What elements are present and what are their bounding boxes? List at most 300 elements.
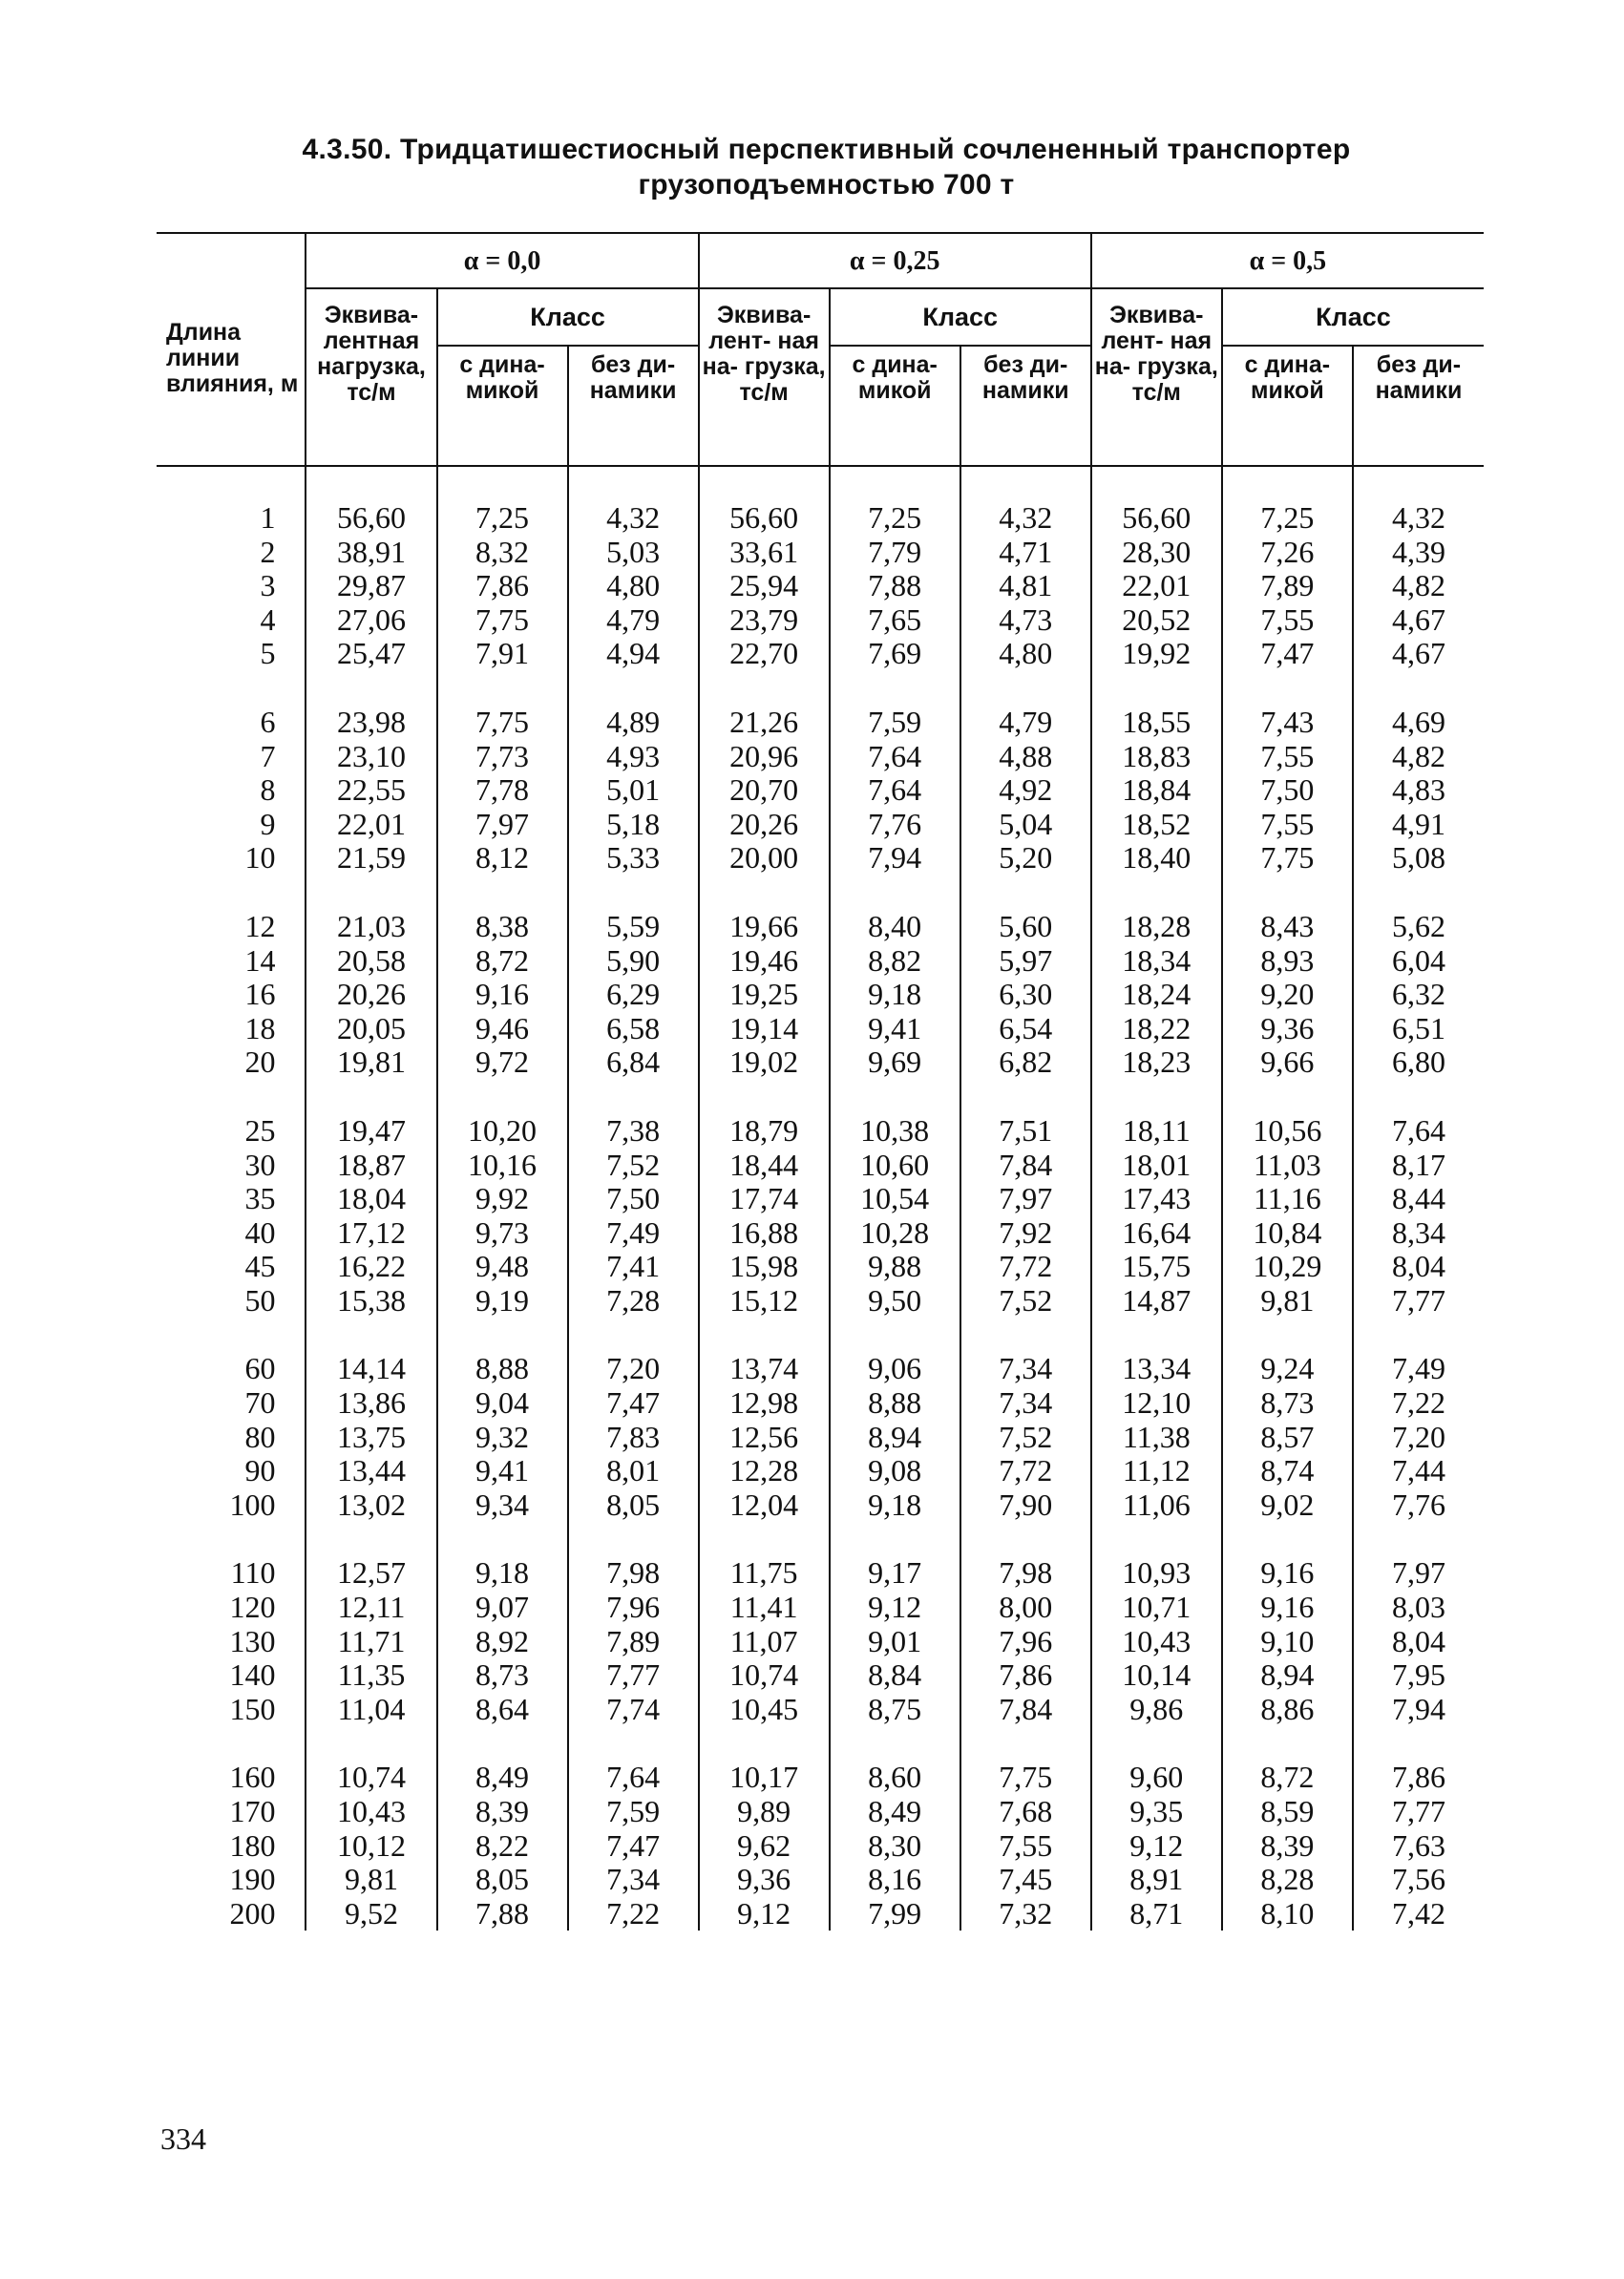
value-cell: 7,77 bbox=[1353, 1284, 1484, 1319]
table-row bbox=[157, 841, 1484, 876]
value-cell: 7,86 bbox=[437, 569, 568, 603]
value-cell: 56,60 bbox=[306, 501, 436, 536]
value-cell: 8,74 bbox=[1222, 1454, 1353, 1488]
table-row bbox=[157, 808, 1484, 842]
value-cell: 9,18 bbox=[437, 1556, 568, 1591]
value-cell: 4,80 bbox=[568, 569, 699, 603]
value-cell: 6,51 bbox=[1353, 1012, 1484, 1046]
value-cell: 7,98 bbox=[960, 1556, 1091, 1591]
value-cell: 18,55 bbox=[1091, 706, 1222, 740]
value-cell: 6,29 bbox=[568, 978, 699, 1012]
value-cell: 9,08 bbox=[830, 1454, 960, 1488]
table-row bbox=[157, 706, 1484, 740]
value-cell: 13,02 bbox=[306, 1488, 436, 1523]
length-cell: 120 bbox=[229, 1590, 276, 1625]
value-cell: 15,98 bbox=[699, 1250, 830, 1284]
value-cell: 9,46 bbox=[437, 1012, 568, 1046]
value-cell: 15,12 bbox=[699, 1284, 830, 1319]
value-cell: 7,72 bbox=[960, 1454, 1091, 1488]
value-cell: 19,14 bbox=[699, 1012, 830, 1046]
value-cell: 9,60 bbox=[1091, 1761, 1222, 1795]
value-cell: 5,01 bbox=[568, 773, 699, 808]
length-cell: 190 bbox=[229, 1862, 276, 1897]
value-cell: 19,02 bbox=[699, 1045, 830, 1080]
table-body bbox=[157, 466, 1484, 1931]
value-cell: 7,42 bbox=[1353, 1897, 1484, 1931]
length-cell: 5 bbox=[260, 636, 276, 671]
spacer-cell bbox=[1091, 1318, 1222, 1352]
value-cell: 7,73 bbox=[437, 740, 568, 774]
value-cell: 9,66 bbox=[1222, 1045, 1353, 1080]
spacer-cell bbox=[568, 466, 699, 501]
header-alpha-0: α = 0,0 bbox=[306, 233, 698, 288]
value-cell: 19,92 bbox=[1091, 637, 1222, 671]
value-cell: 10,43 bbox=[1091, 1625, 1222, 1659]
value-cell: 21,03 bbox=[306, 910, 436, 944]
value-cell: 4,79 bbox=[960, 706, 1091, 740]
value-cell: 7,20 bbox=[568, 1352, 699, 1386]
table-row bbox=[157, 603, 1484, 638]
value-cell: 7,47 bbox=[1222, 637, 1353, 671]
value-cell: 21,26 bbox=[699, 706, 830, 740]
value-cell: 18,79 bbox=[699, 1114, 830, 1149]
value-cell: 33,61 bbox=[699, 536, 830, 570]
spacer-cell bbox=[568, 1080, 699, 1114]
spacer-cell bbox=[830, 671, 960, 706]
value-cell: 9,81 bbox=[306, 1863, 436, 1897]
value-cell: 7,96 bbox=[960, 1625, 1091, 1659]
spacer-cell bbox=[699, 876, 830, 910]
value-cell: 7,79 bbox=[830, 536, 960, 570]
table-header bbox=[157, 233, 1484, 466]
value-cell: 4,71 bbox=[960, 536, 1091, 570]
value-cell: 8,93 bbox=[1222, 944, 1353, 979]
value-cell: 8,32 bbox=[437, 536, 568, 570]
value-cell: 18,84 bbox=[1091, 773, 1222, 808]
value-cell: 7,28 bbox=[568, 1284, 699, 1319]
length-cell: 110 bbox=[230, 1555, 276, 1591]
value-cell: 9,73 bbox=[437, 1216, 568, 1251]
value-cell: 9,10 bbox=[1222, 1625, 1353, 1659]
value-cell: 25,94 bbox=[699, 569, 830, 603]
value-cell: 10,74 bbox=[699, 1658, 830, 1693]
spacer-cell bbox=[1353, 1318, 1484, 1352]
value-cell: 7,52 bbox=[568, 1149, 699, 1183]
table-row bbox=[157, 1658, 1484, 1693]
value-cell: 5,20 bbox=[960, 841, 1091, 876]
spacer-cell bbox=[1222, 1080, 1353, 1114]
spacer-cell bbox=[960, 1726, 1091, 1761]
value-cell: 9,48 bbox=[437, 1250, 568, 1284]
spacer-cell bbox=[699, 1318, 830, 1352]
value-cell: 7,22 bbox=[1353, 1386, 1484, 1421]
value-cell: 14,14 bbox=[306, 1352, 436, 1386]
value-cell: 23,10 bbox=[306, 740, 436, 774]
value-cell: 4,83 bbox=[1353, 773, 1484, 808]
value-cell: 7,34 bbox=[960, 1352, 1091, 1386]
value-cell: 4,91 bbox=[1353, 808, 1484, 842]
value-cell: 11,71 bbox=[306, 1625, 436, 1659]
value-cell: 8,72 bbox=[437, 944, 568, 979]
value-cell: 8,17 bbox=[1353, 1149, 1484, 1183]
spacer-cell bbox=[1222, 671, 1353, 706]
value-cell: 9,01 bbox=[830, 1625, 960, 1659]
value-cell: 9,41 bbox=[437, 1454, 568, 1488]
value-cell: 4,39 bbox=[1353, 536, 1484, 570]
group-spacer bbox=[157, 1522, 1484, 1556]
length-cell: 170 bbox=[229, 1794, 276, 1828]
value-cell: 7,38 bbox=[568, 1114, 699, 1149]
value-cell: 8,04 bbox=[1353, 1250, 1484, 1284]
table-row bbox=[157, 1250, 1484, 1284]
value-cell: 18,01 bbox=[1091, 1149, 1222, 1183]
length-cell: 6 bbox=[260, 704, 276, 739]
spacer-cell bbox=[306, 1318, 436, 1352]
value-cell: 7,77 bbox=[568, 1658, 699, 1693]
spacer-cell bbox=[157, 1522, 306, 1556]
value-cell: 7,50 bbox=[568, 1182, 699, 1216]
table-row bbox=[157, 1216, 1484, 1251]
value-cell: 9,86 bbox=[1091, 1693, 1222, 1727]
table-row bbox=[157, 1386, 1484, 1421]
length-cell: 180 bbox=[229, 1827, 276, 1863]
spacer-cell bbox=[157, 466, 306, 501]
header-alpha-05: α = 0,5 bbox=[1091, 233, 1484, 288]
value-cell: 9,17 bbox=[830, 1556, 960, 1591]
value-cell: 9,32 bbox=[437, 1421, 568, 1455]
value-cell: 17,74 bbox=[699, 1182, 830, 1216]
value-cell: 7,99 bbox=[830, 1897, 960, 1931]
length-cell: 150 bbox=[229, 1691, 276, 1726]
length-cell: 1 bbox=[260, 500, 276, 535]
value-cell: 11,75 bbox=[699, 1556, 830, 1591]
value-cell: 8,91 bbox=[1091, 1863, 1222, 1897]
value-cell: 11,12 bbox=[1091, 1454, 1222, 1488]
value-cell: 18,24 bbox=[1091, 978, 1222, 1012]
length-cell: 100 bbox=[229, 1487, 276, 1522]
table-row bbox=[157, 944, 1484, 979]
spacer-cell bbox=[960, 466, 1091, 501]
spacer-cell bbox=[1353, 466, 1484, 501]
group-spacer bbox=[157, 876, 1484, 910]
value-cell: 7,25 bbox=[830, 501, 960, 536]
value-cell: 10,12 bbox=[306, 1829, 436, 1864]
value-cell: 11,38 bbox=[1091, 1421, 1222, 1455]
spacer-cell bbox=[437, 671, 568, 706]
value-cell: 7,47 bbox=[568, 1829, 699, 1864]
value-cell: 7,64 bbox=[1353, 1114, 1484, 1149]
value-cell: 5,62 bbox=[1353, 910, 1484, 944]
value-cell: 12,98 bbox=[699, 1386, 830, 1421]
value-cell: 13,86 bbox=[306, 1386, 436, 1421]
value-cell: 13,44 bbox=[306, 1454, 436, 1488]
value-cell: 9,88 bbox=[830, 1250, 960, 1284]
value-cell: 10,29 bbox=[1222, 1250, 1353, 1284]
spacer-cell bbox=[1353, 1726, 1484, 1761]
header-class-a05: Класс bbox=[1222, 288, 1484, 346]
table-row bbox=[157, 637, 1484, 671]
value-cell: 6,54 bbox=[960, 1012, 1091, 1046]
value-cell: 12,57 bbox=[306, 1556, 436, 1591]
value-cell: 9,36 bbox=[1222, 1012, 1353, 1046]
length-cell: 4 bbox=[260, 601, 276, 637]
value-cell: 18,28 bbox=[1091, 910, 1222, 944]
spacer-cell bbox=[306, 876, 436, 910]
value-cell: 5,08 bbox=[1353, 841, 1484, 876]
spacer-cell bbox=[157, 671, 306, 706]
table-row bbox=[157, 1693, 1484, 1727]
table-row bbox=[157, 1454, 1484, 1488]
value-cell: 7,64 bbox=[830, 773, 960, 808]
spacer-cell bbox=[960, 1318, 1091, 1352]
value-cell: 6,82 bbox=[960, 1045, 1091, 1080]
value-cell: 22,70 bbox=[699, 637, 830, 671]
spacer-cell bbox=[699, 1080, 830, 1114]
value-cell: 22,55 bbox=[306, 773, 436, 808]
value-cell: 18,22 bbox=[1091, 1012, 1222, 1046]
value-cell: 8,34 bbox=[1353, 1216, 1484, 1251]
value-cell: 7,55 bbox=[1222, 808, 1353, 842]
value-cell: 8,03 bbox=[1353, 1591, 1484, 1625]
value-cell: 18,11 bbox=[1091, 1114, 1222, 1149]
value-cell: 19,46 bbox=[699, 944, 830, 979]
value-cell: 7,83 bbox=[568, 1421, 699, 1455]
table-row bbox=[157, 1012, 1484, 1046]
value-cell: 27,06 bbox=[306, 603, 436, 638]
table-row bbox=[157, 1829, 1484, 1864]
value-cell: 8,04 bbox=[1353, 1625, 1484, 1659]
value-cell: 8,05 bbox=[568, 1488, 699, 1523]
header-without-dynamics: без ди- намики bbox=[1353, 346, 1484, 466]
value-cell: 11,07 bbox=[699, 1625, 830, 1659]
value-cell: 13,74 bbox=[699, 1352, 830, 1386]
value-cell: 9,07 bbox=[437, 1591, 568, 1625]
value-cell: 23,98 bbox=[306, 706, 436, 740]
header-equivalent-a0: Эквива- лентная нагрузка, тс/м bbox=[306, 288, 436, 466]
spacer-cell bbox=[157, 876, 306, 910]
spacer-cell bbox=[1091, 1726, 1222, 1761]
value-cell: 7,64 bbox=[830, 740, 960, 774]
value-cell: 7,55 bbox=[960, 1829, 1091, 1864]
value-cell: 7,56 bbox=[1353, 1863, 1484, 1897]
value-cell: 10,14 bbox=[1091, 1658, 1222, 1693]
length-cell: 16 bbox=[244, 977, 276, 1012]
value-cell: 4,67 bbox=[1353, 637, 1484, 671]
value-cell: 4,79 bbox=[568, 603, 699, 638]
value-cell: 8,92 bbox=[437, 1625, 568, 1659]
value-cell: 5,90 bbox=[568, 944, 699, 979]
value-cell: 8,12 bbox=[437, 841, 568, 876]
value-cell: 6,04 bbox=[1353, 944, 1484, 979]
value-cell: 7,89 bbox=[1222, 569, 1353, 603]
value-cell: 12,04 bbox=[699, 1488, 830, 1523]
group-spacer bbox=[157, 1080, 1484, 1114]
group-spacer bbox=[157, 1726, 1484, 1761]
spacer-cell bbox=[568, 1726, 699, 1761]
value-cell: 9,16 bbox=[437, 978, 568, 1012]
value-cell: 7,43 bbox=[1222, 706, 1353, 740]
spacer-cell bbox=[1222, 1522, 1353, 1556]
title-line-1: 4.3.50. Тридцатишестиосный перспективный сочлененный транспортер bbox=[302, 134, 1351, 165]
value-cell: 7,50 bbox=[1222, 773, 1353, 808]
value-cell: 8,88 bbox=[437, 1352, 568, 1386]
spacer-cell bbox=[1222, 1726, 1353, 1761]
value-cell: 22,01 bbox=[1091, 569, 1222, 603]
spacer-cell bbox=[157, 1318, 306, 1352]
value-cell: 12,56 bbox=[699, 1421, 830, 1455]
value-cell: 5,59 bbox=[568, 910, 699, 944]
value-cell: 18,52 bbox=[1091, 808, 1222, 842]
value-cell: 5,18 bbox=[568, 808, 699, 842]
value-cell: 20,05 bbox=[306, 1012, 436, 1046]
value-cell: 9,34 bbox=[437, 1488, 568, 1523]
value-cell: 9,52 bbox=[306, 1897, 436, 1931]
table-row bbox=[157, 1421, 1484, 1455]
value-cell: 9,12 bbox=[830, 1591, 960, 1625]
value-cell: 7,52 bbox=[960, 1284, 1091, 1319]
length-cell: 45 bbox=[244, 1249, 276, 1284]
value-cell: 8,10 bbox=[1222, 1897, 1353, 1931]
value-cell: 18,04 bbox=[306, 1182, 436, 1216]
value-cell: 18,40 bbox=[1091, 841, 1222, 876]
value-cell: 7,76 bbox=[830, 808, 960, 842]
length-cell: 8 bbox=[260, 772, 276, 808]
spacer-cell bbox=[306, 1726, 436, 1761]
value-cell: 4,32 bbox=[568, 501, 699, 536]
header-class-a025: Класс bbox=[830, 288, 1091, 346]
table-row bbox=[157, 536, 1484, 570]
value-cell: 7,75 bbox=[960, 1761, 1091, 1795]
table-row bbox=[157, 740, 1484, 774]
value-cell: 8,39 bbox=[437, 1795, 568, 1829]
document-title bbox=[0, 132, 1624, 202]
value-cell: 7,86 bbox=[960, 1658, 1091, 1693]
value-cell: 9,35 bbox=[1091, 1795, 1222, 1829]
value-cell: 10,84 bbox=[1222, 1216, 1353, 1251]
value-cell: 8,16 bbox=[830, 1863, 960, 1897]
length-cell: 25 bbox=[244, 1112, 276, 1148]
table-row bbox=[157, 978, 1484, 1012]
spacer-cell bbox=[157, 1726, 306, 1761]
length-cell: 140 bbox=[229, 1657, 276, 1693]
value-cell: 6,80 bbox=[1353, 1045, 1484, 1080]
value-cell: 7,89 bbox=[568, 1625, 699, 1659]
value-cell: 23,79 bbox=[699, 603, 830, 638]
value-cell: 5,33 bbox=[568, 841, 699, 876]
spacer-cell bbox=[568, 1522, 699, 1556]
value-cell: 17,43 bbox=[1091, 1182, 1222, 1216]
length-cell: 3 bbox=[260, 568, 276, 603]
value-cell: 20,58 bbox=[306, 944, 436, 979]
value-cell: 18,87 bbox=[306, 1149, 436, 1183]
value-cell: 16,88 bbox=[699, 1216, 830, 1251]
value-cell: 7,90 bbox=[960, 1488, 1091, 1523]
table-row bbox=[157, 1284, 1484, 1319]
value-cell: 8,43 bbox=[1222, 910, 1353, 944]
spacer-cell bbox=[1091, 466, 1222, 501]
value-cell: 10,38 bbox=[830, 1114, 960, 1149]
spacer-cell bbox=[437, 1522, 568, 1556]
value-cell: 12,28 bbox=[699, 1454, 830, 1488]
value-cell: 8,05 bbox=[437, 1863, 568, 1897]
length-cell: 2 bbox=[260, 534, 276, 569]
value-cell: 8,44 bbox=[1353, 1182, 1484, 1216]
value-cell: 9,24 bbox=[1222, 1352, 1353, 1386]
spacer-cell bbox=[699, 671, 830, 706]
length-cell: 200 bbox=[229, 1895, 276, 1931]
value-cell: 4,82 bbox=[1353, 569, 1484, 603]
value-cell: 9,12 bbox=[699, 1897, 830, 1931]
value-cell: 8,38 bbox=[437, 910, 568, 944]
group-spacer bbox=[157, 671, 1484, 706]
value-cell: 8,72 bbox=[1222, 1761, 1353, 1795]
value-cell: 9,16 bbox=[1222, 1591, 1353, 1625]
table-row bbox=[157, 1182, 1484, 1216]
page-number: 334 bbox=[160, 2121, 206, 2156]
spacer-cell bbox=[1353, 671, 1484, 706]
value-cell: 4,32 bbox=[960, 501, 1091, 536]
spacer-cell bbox=[699, 1522, 830, 1556]
value-cell: 18,34 bbox=[1091, 944, 1222, 979]
spacer-cell bbox=[830, 876, 960, 910]
value-cell: 4,73 bbox=[960, 603, 1091, 638]
header-equivalent-a025: Эквива- лент- ная на- грузка, тс/м bbox=[699, 288, 830, 466]
value-cell: 8,22 bbox=[437, 1829, 568, 1864]
length-cell: 60 bbox=[244, 1351, 276, 1386]
length-cell: 40 bbox=[244, 1214, 276, 1250]
value-cell: 8,94 bbox=[1222, 1658, 1353, 1693]
value-cell: 7,26 bbox=[1222, 536, 1353, 570]
value-cell: 7,88 bbox=[830, 569, 960, 603]
value-cell: 8,01 bbox=[568, 1454, 699, 1488]
value-cell: 7,97 bbox=[960, 1182, 1091, 1216]
table-row bbox=[157, 773, 1484, 808]
length-cell: 18 bbox=[244, 1010, 276, 1045]
value-cell: 11,03 bbox=[1222, 1149, 1353, 1183]
title-line-2: грузоподъемностью 700 т bbox=[638, 169, 1015, 200]
value-cell: 20,70 bbox=[699, 773, 830, 808]
value-cell: 9,06 bbox=[830, 1352, 960, 1386]
spacer-cell bbox=[1091, 1080, 1222, 1114]
value-cell: 7,94 bbox=[1353, 1693, 1484, 1727]
length-cell: 80 bbox=[244, 1419, 276, 1454]
table-row bbox=[157, 1591, 1484, 1625]
value-cell: 22,01 bbox=[306, 808, 436, 842]
value-cell: 20,52 bbox=[1091, 603, 1222, 638]
table-row bbox=[157, 501, 1484, 536]
value-cell: 7,92 bbox=[960, 1216, 1091, 1251]
table-row bbox=[157, 1795, 1484, 1829]
spacer-cell bbox=[568, 876, 699, 910]
header-with-dynamics: с дина- микой bbox=[830, 346, 960, 466]
value-cell: 9,62 bbox=[699, 1829, 830, 1864]
value-cell: 7,41 bbox=[568, 1250, 699, 1284]
group-spacer bbox=[157, 466, 1484, 501]
value-cell: 7,94 bbox=[830, 841, 960, 876]
header-length: Длина линии влияния, м bbox=[157, 233, 306, 466]
value-cell: 18,23 bbox=[1091, 1045, 1222, 1080]
value-cell: 8,49 bbox=[830, 1795, 960, 1829]
value-cell: 28,30 bbox=[1091, 536, 1222, 570]
value-cell: 10,17 bbox=[699, 1761, 830, 1795]
value-cell: 7,20 bbox=[1353, 1421, 1484, 1455]
spacer-cell bbox=[1222, 466, 1353, 501]
value-cell: 9,19 bbox=[437, 1284, 568, 1319]
value-cell: 9,50 bbox=[830, 1284, 960, 1319]
value-cell: 56,60 bbox=[699, 501, 830, 536]
value-cell: 10,71 bbox=[1091, 1591, 1222, 1625]
header-alpha-025: α = 0,25 bbox=[699, 233, 1091, 288]
